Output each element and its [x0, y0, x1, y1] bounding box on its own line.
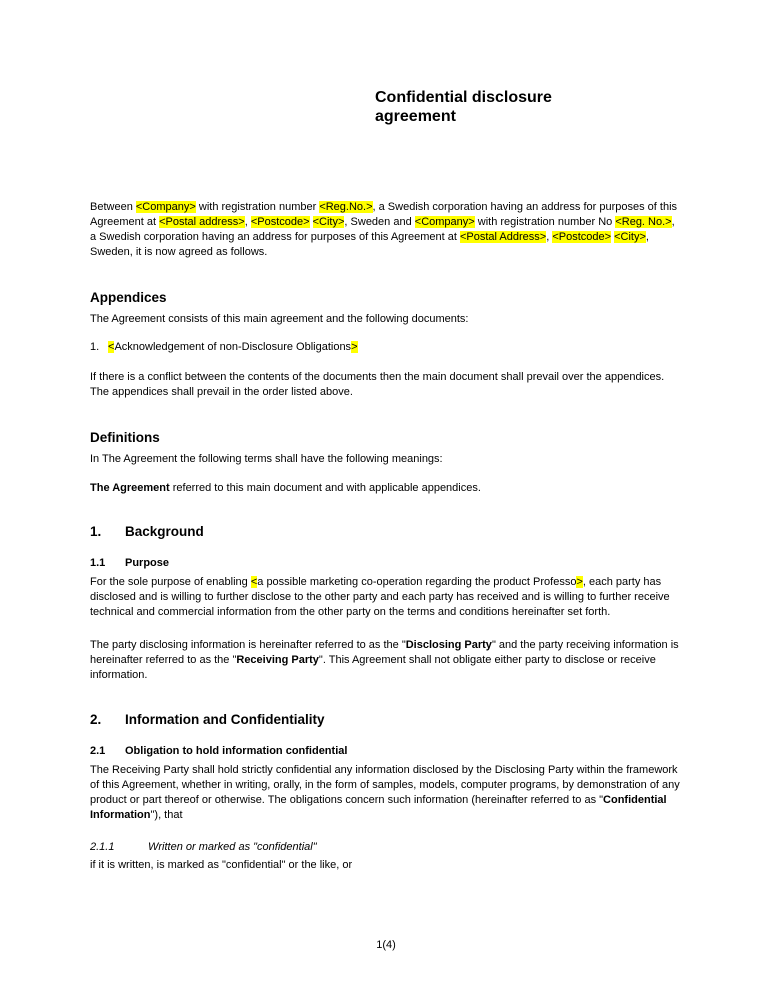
written-marked-subheading	[90, 840, 681, 855]
appendices-intro: The Agreement consists of this main agreement and the following documents:	[90, 313, 469, 325]
written-marked-text: if it is written, is marked as "confidential" or the like, or	[90, 859, 353, 871]
page-number: 1(4)	[376, 939, 396, 951]
document-content	[90, 0, 681, 873]
document-title: Confidential disclosure agreement	[375, 89, 552, 125]
appendix-list-text: <Acknowledgement of non-Disclosure Obligations>	[108, 341, 358, 353]
definitions-intro: In The Agreement the following terms shall have the following meanings:	[90, 453, 443, 465]
obligation-subheading-number: 2.1	[90, 745, 106, 757]
intro-paragraph: Between <Company> with registration number <Reg.No.>, a Swedish corporation having an address for purposes of this Agreement at <Postal address>, <Postcode> <City>, Sweden and <Company> with registration number No <Reg. No.>, a Swedish corporation having an address for purposes of this Agreement at <Postal Address>, <Postcode> <City>, Sweden, it is now agreed as follows.	[90, 201, 678, 258]
background-section-number: 1.	[90, 524, 102, 539]
information-section-number: 2.	[90, 712, 102, 727]
appendix-list-item	[90, 340, 681, 355]
purpose-paragraph: For the sole purpose of enabling <a possible marketing co-operation regarding the product Professo>, each party has disclosed and is willing to further disclose to the other party and each party has received and is willing to further receive technical and commercial information from the other party on the terms and conditions hereinafter set forth.	[90, 576, 670, 618]
purpose-subheading-number: 1.1	[90, 557, 106, 569]
purpose-subheading-title: Purpose	[125, 557, 170, 569]
definitions-heading: Definitions	[90, 430, 160, 445]
purpose-subheading	[90, 556, 681, 571]
information-section-title: Information and Confidentiality	[125, 712, 325, 727]
appendix-list-number: 1.	[90, 341, 100, 353]
definitions-agreement-paragraph: The Agreement referred to this main document and with applicable appendices.	[90, 482, 481, 494]
written-marked-subheading-title: Written or marked as "confidential"	[148, 841, 317, 853]
appendices-heading: Appendices	[90, 290, 167, 305]
written-marked-subheading-number: 2.1.1	[90, 841, 115, 853]
background-section-title: Background	[125, 524, 204, 539]
obligation-paragraph: The Receiving Party shall hold strictly confidential any information disclosed by the Disclosing Party within the framework of this Agreement, whether in writing, orally, in the form of samples, models, computer programs, by demonstration of any product or part thereof or otherwise. The obligations concern such information (hereinafter referred to as "Confidential Information"), that	[90, 764, 680, 821]
parties-definition-paragraph: The party disclosing information is hereinafter referred to as the "Disclosing Party" and the party receiving information is hereinafter referred to as the "Receiving Party". This Agreement shall not obligate either party to disclose or receive information.	[90, 639, 679, 681]
obligation-subheading-title: Obligation to hold information confidential	[125, 745, 348, 757]
appendices-conflict-paragraph: If there is a conflict between the contents of the documents then the main document shall prevail over the appendices. The appendices shall prevail in the order listed above.	[90, 371, 665, 398]
obligation-subheading	[90, 744, 681, 759]
information-section-heading	[90, 711, 681, 728]
background-section-heading	[90, 523, 681, 540]
